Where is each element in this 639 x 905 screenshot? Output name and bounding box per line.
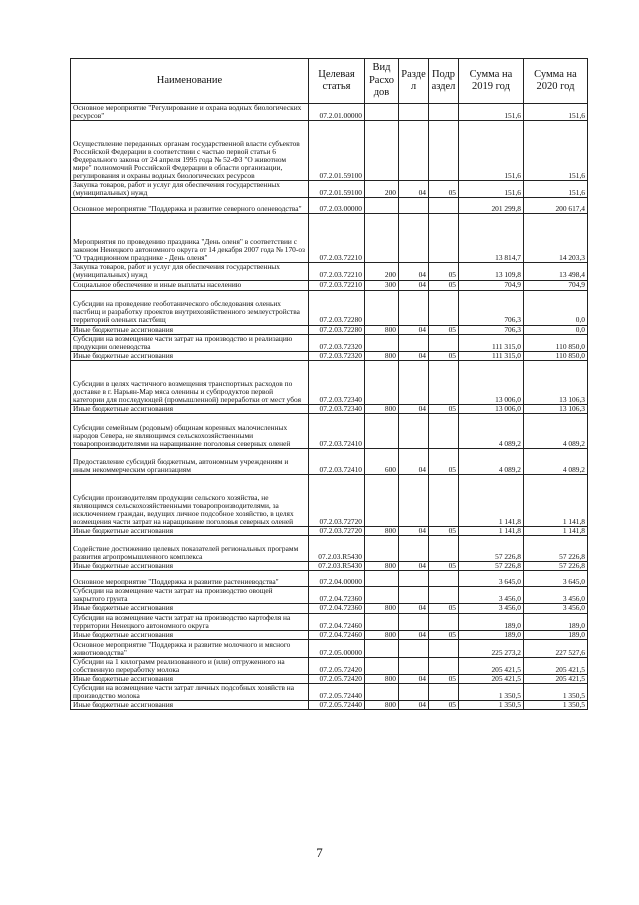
cell-podrazdel: 05 bbox=[429, 351, 459, 360]
header-podrazdel: Подр аздел bbox=[429, 59, 459, 104]
cell-vid bbox=[365, 198, 399, 214]
cell-name: Иные бюджетные ассигнования bbox=[71, 630, 309, 639]
cell-podrazdel bbox=[429, 121, 459, 181]
table-row bbox=[71, 334, 588, 351]
cell-vid bbox=[365, 571, 399, 587]
cell-sum2020: 189,0 bbox=[524, 613, 588, 630]
cell-sum2019: 111 315,0 bbox=[459, 334, 524, 351]
cell-sum2019: 57 226,8 bbox=[459, 536, 524, 562]
cell-vid: 200 bbox=[365, 181, 399, 198]
cell-sum2020: 205 421,5 bbox=[524, 674, 588, 683]
cell-sum2020: 14 203,3 bbox=[524, 214, 588, 263]
cell-sum2020: 151,6 bbox=[524, 181, 588, 198]
cell-podrazdel: 05 bbox=[429, 674, 459, 683]
cell-podrazdel: 05 bbox=[429, 527, 459, 536]
cell-sum2020: 3 456,0 bbox=[524, 587, 588, 604]
table-row bbox=[71, 360, 588, 404]
cell-podrazdel: 05 bbox=[429, 263, 459, 280]
header-sum-2020: Сумма на 2020 год bbox=[524, 59, 588, 104]
table-row bbox=[71, 613, 588, 630]
cell-code: 07.2.05.72440 bbox=[309, 701, 365, 710]
cell-sum2020: 189,0 bbox=[524, 630, 588, 639]
cell-sum2019: 111 315,0 bbox=[459, 351, 524, 360]
cell-code: 07.2.03.R5430 bbox=[309, 536, 365, 562]
cell-code: 07.2.03.72410 bbox=[309, 414, 365, 449]
table-row bbox=[71, 639, 588, 657]
cell-name: Иные бюджетные ассигнования bbox=[71, 604, 309, 613]
cell-sum2020: 57 226,8 bbox=[524, 536, 588, 562]
cell-code: 07.2.03.72340 bbox=[309, 360, 365, 404]
cell-sum2019: 706,3 bbox=[459, 290, 524, 325]
cell-code: 07.2.03.72720 bbox=[309, 475, 365, 527]
cell-sum2020: 151,6 bbox=[524, 104, 588, 121]
cell-sum2019: 201 299,8 bbox=[459, 198, 524, 214]
cell-name: Основное мероприятие "Регулирование и охрана водных биологических ресурсов" bbox=[71, 104, 309, 121]
header-sum-2019: Сумма на 2019 год bbox=[459, 59, 524, 104]
cell-vid: 800 bbox=[365, 630, 399, 639]
cell-sum2020: 1 350,5 bbox=[524, 684, 588, 701]
cell-code: 07.2.03.72210 bbox=[309, 263, 365, 280]
cell-podrazdel: 05 bbox=[429, 404, 459, 413]
cell-sum2020: 13 106,3 bbox=[524, 404, 588, 413]
cell-sum2020: 0,0 bbox=[524, 290, 588, 325]
cell-code: 07.2.03.72320 bbox=[309, 351, 365, 360]
cell-podrazdel: 05 bbox=[429, 325, 459, 334]
cell-name: Основное мероприятие "Поддержка и развитие молочного и мясного животноводства" bbox=[71, 639, 309, 657]
cell-podrazdel: 05 bbox=[429, 181, 459, 198]
cell-vid bbox=[365, 613, 399, 630]
cell-sum2019: 1 350,5 bbox=[459, 701, 524, 710]
table-row bbox=[71, 214, 588, 263]
cell-name: Иные бюджетные ассигнования bbox=[71, 404, 309, 413]
cell-podrazdel bbox=[429, 639, 459, 657]
cell-vid bbox=[365, 334, 399, 351]
cell-sum2020: 13 498,4 bbox=[524, 263, 588, 280]
cell-podrazdel bbox=[429, 571, 459, 587]
cell-sum2020: 4 089,2 bbox=[524, 414, 588, 449]
table-row bbox=[71, 404, 588, 413]
cell-sum2020: 110 850,0 bbox=[524, 334, 588, 351]
cell-podrazdel: 05 bbox=[429, 449, 459, 475]
table-row bbox=[71, 263, 588, 280]
cell-podrazdel bbox=[429, 198, 459, 214]
cell-code: 07.2.03.72720 bbox=[309, 527, 365, 536]
cell-name: Субсидии производителям продукции сельского хозяйства, не являющимся сельскохозяйственными товаропроизводителями, за исключением граждан, ведущих личное подсобное хозяйство, в целях возмещения части затрат на наращивание поголовья северных оленей bbox=[71, 475, 309, 527]
cell-podrazdel bbox=[429, 536, 459, 562]
table-row bbox=[71, 414, 588, 449]
cell-code: 07.2.03.R5430 bbox=[309, 562, 365, 571]
cell-code: 07.2.04.72460 bbox=[309, 630, 365, 639]
cell-sum2020: 13 106,3 bbox=[524, 360, 588, 404]
cell-vid bbox=[365, 360, 399, 404]
cell-sum2019: 13 006,0 bbox=[459, 404, 524, 413]
cell-podrazdel: 05 bbox=[429, 630, 459, 639]
cell-code: 07.2.03.72320 bbox=[309, 334, 365, 351]
cell-razdel bbox=[399, 214, 429, 263]
cell-sum2019: 13 814,7 bbox=[459, 214, 524, 263]
cell-podrazdel: 05 bbox=[429, 701, 459, 710]
cell-razdel: 04 bbox=[399, 701, 429, 710]
cell-razdel bbox=[399, 414, 429, 449]
table-row bbox=[71, 684, 588, 701]
table-row bbox=[71, 674, 588, 683]
cell-razdel: 04 bbox=[399, 449, 429, 475]
cell-sum2019: 205 421,5 bbox=[459, 674, 524, 683]
cell-podrazdel bbox=[429, 414, 459, 449]
cell-razdel: 04 bbox=[399, 404, 429, 413]
cell-razdel: 04 bbox=[399, 181, 429, 198]
cell-razdel: 04 bbox=[399, 562, 429, 571]
table-row bbox=[71, 536, 588, 562]
cell-sum2020: 3 456,0 bbox=[524, 604, 588, 613]
cell-code: 07.2.03.72210 bbox=[309, 214, 365, 263]
cell-sum2019: 13 006,0 bbox=[459, 360, 524, 404]
cell-sum2019: 1 141,8 bbox=[459, 475, 524, 527]
cell-name: Содействие достижению целевых показателей региональных программ развития агропромышленного комплекса bbox=[71, 536, 309, 562]
cell-sum2019: 1 350,5 bbox=[459, 684, 524, 701]
cell-razdel: 04 bbox=[399, 351, 429, 360]
cell-sum2020: 200 617,4 bbox=[524, 198, 588, 214]
cell-sum2019: 704,9 bbox=[459, 280, 524, 290]
cell-sum2019: 4 089,2 bbox=[459, 449, 524, 475]
cell-podrazdel bbox=[429, 290, 459, 325]
cell-sum2019: 205 421,5 bbox=[459, 657, 524, 674]
cell-code: 07.2.04.72360 bbox=[309, 604, 365, 613]
cell-razdel bbox=[399, 536, 429, 562]
cell-name: Иные бюджетные ассигнования bbox=[71, 527, 309, 536]
cell-podrazdel bbox=[429, 657, 459, 674]
cell-vid bbox=[365, 587, 399, 604]
header-code: Целевая статья bbox=[309, 59, 365, 104]
cell-sum2020: 0,0 bbox=[524, 325, 588, 334]
cell-sum2020: 151,6 bbox=[524, 121, 588, 181]
cell-code: 07.2.05.72440 bbox=[309, 684, 365, 701]
cell-vid bbox=[365, 657, 399, 674]
cell-name: Субсидии на проведение геоботанического обследования оленьих пастбищ и разработку проектов внутрихозяйственного землеустройства территорий оленьих пастбищ bbox=[71, 290, 309, 325]
cell-razdel: 04 bbox=[399, 630, 429, 639]
cell-sum2020: 57 226,8 bbox=[524, 562, 588, 571]
cell-name: Основное мероприятие "Поддержка и развитие растениеводства" bbox=[71, 571, 309, 587]
cell-vid bbox=[365, 414, 399, 449]
cell-razdel bbox=[399, 639, 429, 657]
table-row bbox=[71, 290, 588, 325]
cell-name: Субсидии на возмещение части затрат на производство и реализацию продукции оленеводства bbox=[71, 334, 309, 351]
cell-sum2019: 151,6 bbox=[459, 104, 524, 121]
cell-sum2019: 57 226,8 bbox=[459, 562, 524, 571]
table-row bbox=[71, 701, 588, 710]
cell-razdel bbox=[399, 104, 429, 121]
cell-name: Социальное обеспечение и иные выплаты населению bbox=[71, 280, 309, 290]
cell-code: 07.2.04.00000 bbox=[309, 571, 365, 587]
cell-sum2020: 704,9 bbox=[524, 280, 588, 290]
table-body bbox=[71, 104, 588, 710]
cell-code: 07.2.04.72360 bbox=[309, 587, 365, 604]
cell-podrazdel: 05 bbox=[429, 280, 459, 290]
cell-razdel: 04 bbox=[399, 674, 429, 683]
cell-sum2019: 4 089,2 bbox=[459, 414, 524, 449]
cell-podrazdel bbox=[429, 214, 459, 263]
cell-podrazdel bbox=[429, 684, 459, 701]
table-row bbox=[71, 325, 588, 334]
cell-razdel bbox=[399, 121, 429, 181]
table-row bbox=[71, 351, 588, 360]
cell-podrazdel bbox=[429, 587, 459, 604]
cell-name: Осуществление переданных органам государственной власти субъектов Российской Федерации в соответствии с частью первой статьи 6 Федерального закона от 24 апреля 1995 года № 52-ФЗ "О животном мире" полномочий Российской Федерации в области организации, регулирования и охраны водных биологических ресурсов bbox=[71, 121, 309, 181]
cell-razdel bbox=[399, 684, 429, 701]
page-number: 7 bbox=[316, 845, 323, 860]
cell-razdel bbox=[399, 360, 429, 404]
cell-code: 07.2.05.00000 bbox=[309, 639, 365, 657]
cell-code: 07.2.03.72280 bbox=[309, 325, 365, 334]
cell-razdel bbox=[399, 290, 429, 325]
cell-code: 07.2.01.59100 bbox=[309, 181, 365, 198]
cell-podrazdel bbox=[429, 360, 459, 404]
cell-razdel bbox=[399, 198, 429, 214]
cell-sum2020: 1 141,8 bbox=[524, 527, 588, 536]
cell-code: 07.2.01.59100 bbox=[309, 121, 365, 181]
cell-code: 07.2.03.72280 bbox=[309, 290, 365, 325]
cell-name: Закупка товаров, работ и услуг для обеспечения государственных (муниципальных) нужд bbox=[71, 263, 309, 280]
cell-vid bbox=[365, 639, 399, 657]
cell-podrazdel bbox=[429, 475, 459, 527]
cell-sum2020: 3 645,0 bbox=[524, 571, 588, 587]
cell-code: 07.2.03.72410 bbox=[309, 449, 365, 475]
cell-razdel bbox=[399, 657, 429, 674]
cell-vid: 600 bbox=[365, 449, 399, 475]
cell-code: 07.2.03.72210 bbox=[309, 280, 365, 290]
cell-name: Мероприятия по проведению праздника "День оленя" в соответствии с законом Ненецкого автономного округа от 14 декабря 2007 года № 170-оз "О традиционном празднике - День оленя" bbox=[71, 214, 309, 263]
cell-vid bbox=[365, 475, 399, 527]
cell-vid bbox=[365, 104, 399, 121]
cell-vid: 800 bbox=[365, 404, 399, 413]
cell-code: 07.2.03.00000 bbox=[309, 198, 365, 214]
cell-podrazdel: 05 bbox=[429, 604, 459, 613]
cell-razdel: 04 bbox=[399, 527, 429, 536]
cell-code: 07.2.01.00000 bbox=[309, 104, 365, 121]
cell-razdel bbox=[399, 613, 429, 630]
table-row bbox=[71, 181, 588, 198]
cell-vid: 800 bbox=[365, 325, 399, 334]
budget-table bbox=[70, 58, 588, 710]
cell-name: Иные бюджетные ассигнования bbox=[71, 701, 309, 710]
cell-code: 07.2.05.72420 bbox=[309, 657, 365, 674]
cell-code: 07.2.04.72460 bbox=[309, 613, 365, 630]
cell-name: Основное мероприятие "Поддержка и развитие северного оленеводства" bbox=[71, 198, 309, 214]
cell-sum2019: 189,0 bbox=[459, 613, 524, 630]
cell-name: Закупка товаров, работ и услуг для обеспечения государственных (муниципальных) нужд bbox=[71, 181, 309, 198]
cell-vid: 800 bbox=[365, 562, 399, 571]
cell-sum2019: 3 645,0 bbox=[459, 571, 524, 587]
cell-name: Субсидии на возмещение части затрат личных подсобных хозяйств на производство молока bbox=[71, 684, 309, 701]
cell-vid: 800 bbox=[365, 701, 399, 710]
cell-vid: 800 bbox=[365, 604, 399, 613]
cell-name: Предоставление субсидий бюджетным, автономным учреждениям и иным некоммерческим организациям bbox=[71, 449, 309, 475]
cell-vid: 800 bbox=[365, 351, 399, 360]
cell-sum2020: 227 527,6 bbox=[524, 639, 588, 657]
cell-vid: 300 bbox=[365, 280, 399, 290]
table-row bbox=[71, 104, 588, 121]
cell-razdel: 04 bbox=[399, 263, 429, 280]
cell-podrazdel bbox=[429, 334, 459, 351]
cell-sum2019: 13 109,8 bbox=[459, 263, 524, 280]
cell-sum2020: 110 850,0 bbox=[524, 351, 588, 360]
cell-name: Субсидии семейным (родовым) общинам коренных малочисленных народов Севера, не являющимся сельскохозяйственными товаропроизводителями на наращивание поголовья северных оленей bbox=[71, 414, 309, 449]
cell-code: 07.2.05.72420 bbox=[309, 674, 365, 683]
table-row bbox=[71, 198, 588, 214]
cell-sum2019: 3 456,0 bbox=[459, 604, 524, 613]
cell-vid: 800 bbox=[365, 674, 399, 683]
cell-razdel bbox=[399, 587, 429, 604]
header-razdel: Разде л bbox=[399, 59, 429, 104]
cell-sum2019: 151,6 bbox=[459, 181, 524, 198]
cell-sum2019: 151,6 bbox=[459, 121, 524, 181]
header-name: Наименование bbox=[71, 59, 309, 104]
cell-name: Иные бюджетные ассигнования bbox=[71, 351, 309, 360]
table-row bbox=[71, 657, 588, 674]
header-row bbox=[71, 59, 588, 104]
cell-name: Субсидии на 1 килограмм реализованного и (или) отгруженного на собственную переработку молока bbox=[71, 657, 309, 674]
table-row bbox=[71, 449, 588, 475]
cell-sum2019: 189,0 bbox=[459, 630, 524, 639]
cell-podrazdel: 05 bbox=[429, 562, 459, 571]
cell-razdel bbox=[399, 475, 429, 527]
cell-name: Субсидии на возмещение части затрат на производство картофеля на территории Ненецкого автономного округа bbox=[71, 613, 309, 630]
cell-vid: 800 bbox=[365, 527, 399, 536]
cell-vid bbox=[365, 290, 399, 325]
cell-razdel: 04 bbox=[399, 604, 429, 613]
table-row bbox=[71, 587, 588, 604]
cell-podrazdel bbox=[429, 104, 459, 121]
cell-name: Иные бюджетные ассигнования bbox=[71, 674, 309, 683]
cell-vid bbox=[365, 536, 399, 562]
table-row bbox=[71, 571, 588, 587]
table-row bbox=[71, 630, 588, 639]
cell-vid bbox=[365, 121, 399, 181]
cell-sum2020: 205 421,5 bbox=[524, 657, 588, 674]
cell-sum2019: 3 456,0 bbox=[459, 587, 524, 604]
cell-vid bbox=[365, 214, 399, 263]
cell-podrazdel bbox=[429, 613, 459, 630]
cell-razdel: 04 bbox=[399, 325, 429, 334]
header-vid: Вид Расхо дов bbox=[365, 59, 399, 104]
cell-name: Иные бюджетные ассигнования bbox=[71, 562, 309, 571]
cell-sum2020: 1 141,8 bbox=[524, 475, 588, 527]
cell-razdel bbox=[399, 571, 429, 587]
table-row bbox=[71, 527, 588, 536]
cell-vid bbox=[365, 684, 399, 701]
cell-name: Субсидии в целях частичного возмещения транспортных расходов по доставке в г. Нарьян-Мар мяса оленины и субпродуктов первой категории для последующей (промышленной) переработки от мест убоя bbox=[71, 360, 309, 404]
table-row bbox=[71, 475, 588, 527]
cell-sum2019: 225 273,2 bbox=[459, 639, 524, 657]
cell-razdel bbox=[399, 334, 429, 351]
cell-name: Субсидии на возмещение части затрат на производство овощей закрытого грунта bbox=[71, 587, 309, 604]
cell-sum2019: 706,3 bbox=[459, 325, 524, 334]
table-row bbox=[71, 604, 588, 613]
cell-sum2020: 1 350,5 bbox=[524, 701, 588, 710]
cell-name: Иные бюджетные ассигнования bbox=[71, 325, 309, 334]
cell-razdel: 04 bbox=[399, 280, 429, 290]
cell-sum2020: 4 089,2 bbox=[524, 449, 588, 475]
cell-vid: 200 bbox=[365, 263, 399, 280]
table-row bbox=[71, 121, 588, 181]
table-row bbox=[71, 562, 588, 571]
cell-code: 07.2.03.72340 bbox=[309, 404, 365, 413]
table-row bbox=[71, 280, 588, 290]
cell-sum2019: 1 141,8 bbox=[459, 527, 524, 536]
